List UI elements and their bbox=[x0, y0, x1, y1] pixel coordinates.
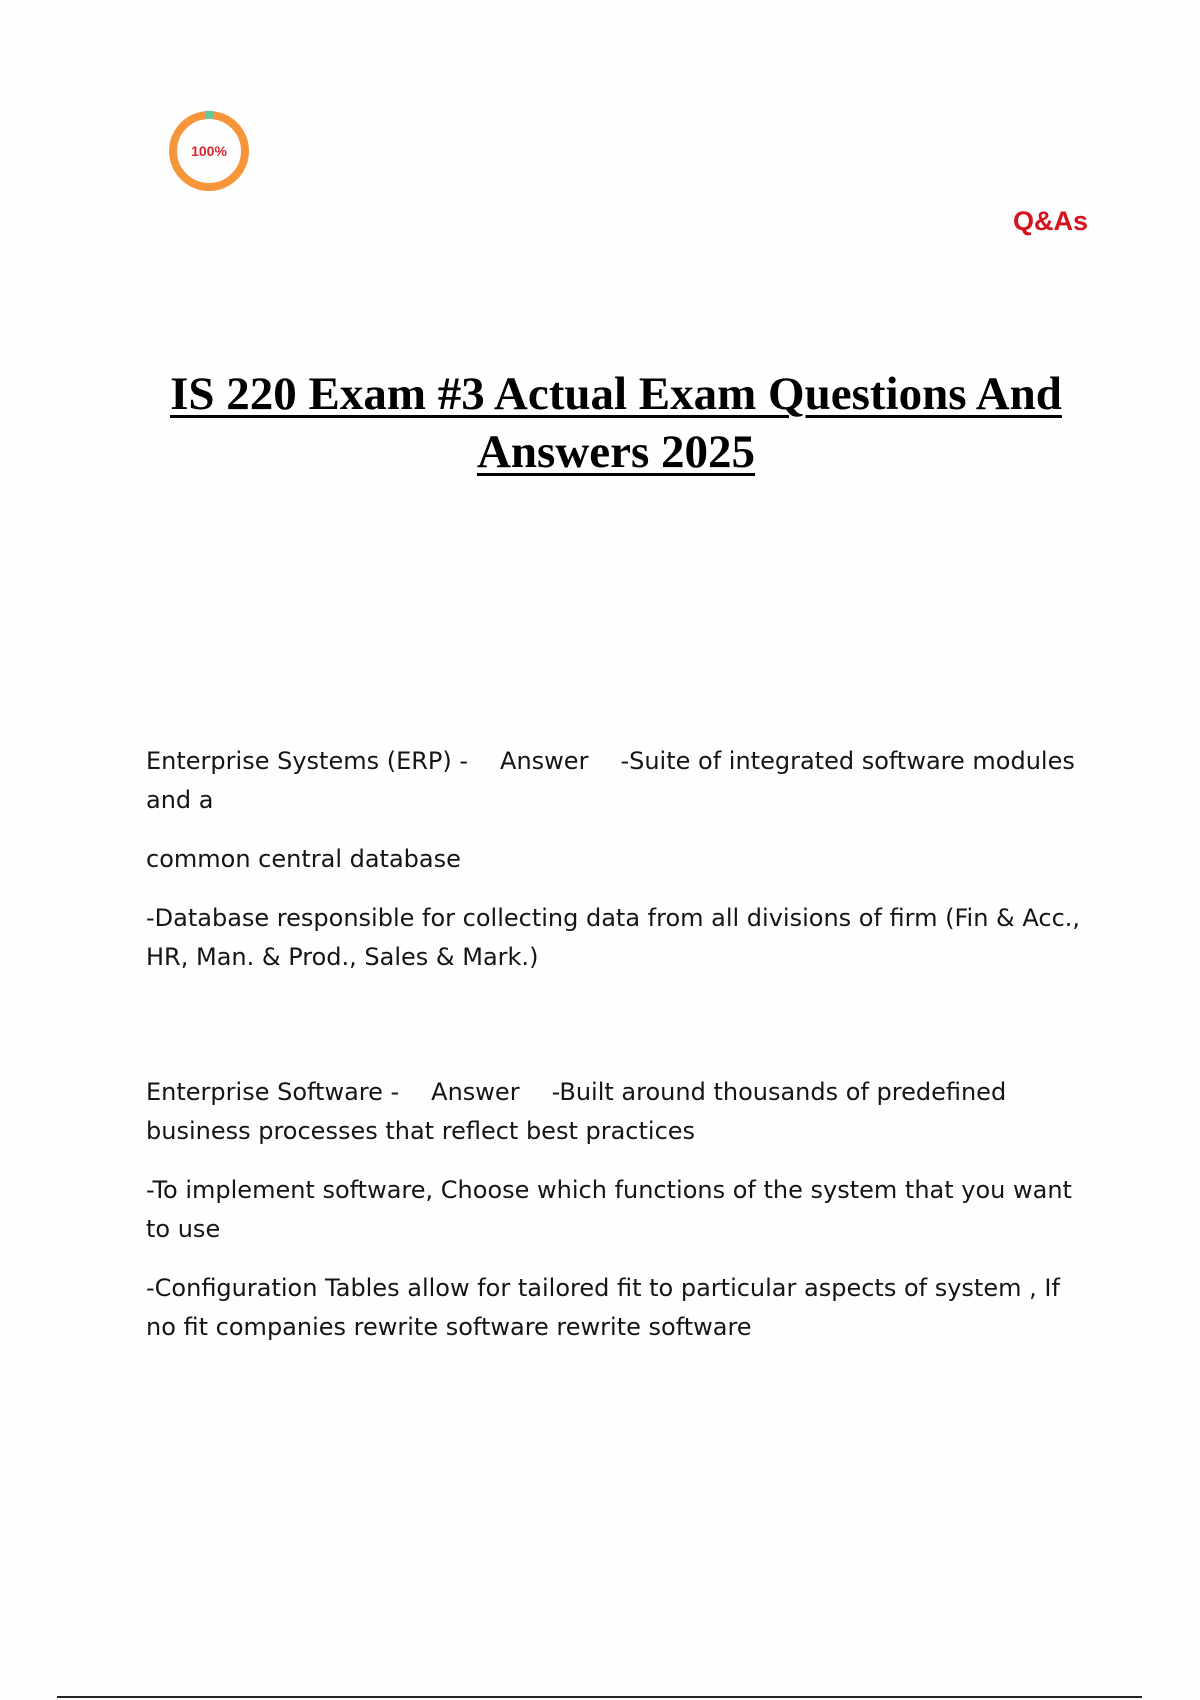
qa-term: Enterprise Software - bbox=[146, 1078, 400, 1106]
badge-percent-text: 100% bbox=[191, 143, 227, 159]
qa-item bbox=[146, 742, 1086, 977]
qa-answer-text: -Built around thousands of predefined business processes that reflect best practices bbox=[146, 1078, 1007, 1145]
qa-question-line bbox=[146, 1073, 1086, 1151]
qa-answer-label: Answer bbox=[500, 747, 589, 775]
qa-answer-label: Answer bbox=[431, 1078, 520, 1106]
qa-label: Q&As bbox=[1012, 206, 1088, 236]
qa-answer-paragraph: -Configuration Tables allow for tailored fit to particular aspects of system , If no fit companies rewrite software rewrite software bbox=[146, 1274, 1060, 1341]
qa-item bbox=[146, 1073, 1086, 1347]
qa-answer-text: -Suite of integrated software modules and a bbox=[146, 747, 1075, 814]
title-line-1: IS 220 Exam #3 Actual Exam Questions And bbox=[170, 368, 1062, 420]
qa-content bbox=[146, 742, 1086, 1443]
qa-answer-paragraph: -Database responsible for collecting data from all divisions of firm (Fin & Acc., HR, Man. & Prod., Sales & Mark.) bbox=[146, 904, 1081, 971]
document-title bbox=[120, 365, 1112, 481]
footer-divider bbox=[57, 1696, 1142, 1698]
qa-question-line bbox=[146, 742, 1086, 820]
title-line-2: Answers 2025 bbox=[476, 426, 756, 478]
qa-answer-paragraph: common central database bbox=[146, 845, 461, 873]
completion-badge bbox=[166, 108, 252, 194]
qa-term: Enterprise Systems (ERP) - bbox=[146, 747, 469, 775]
qa-answer-paragraph: -To implement software, Choose which functions of the system that you want to use bbox=[146, 1176, 1072, 1243]
